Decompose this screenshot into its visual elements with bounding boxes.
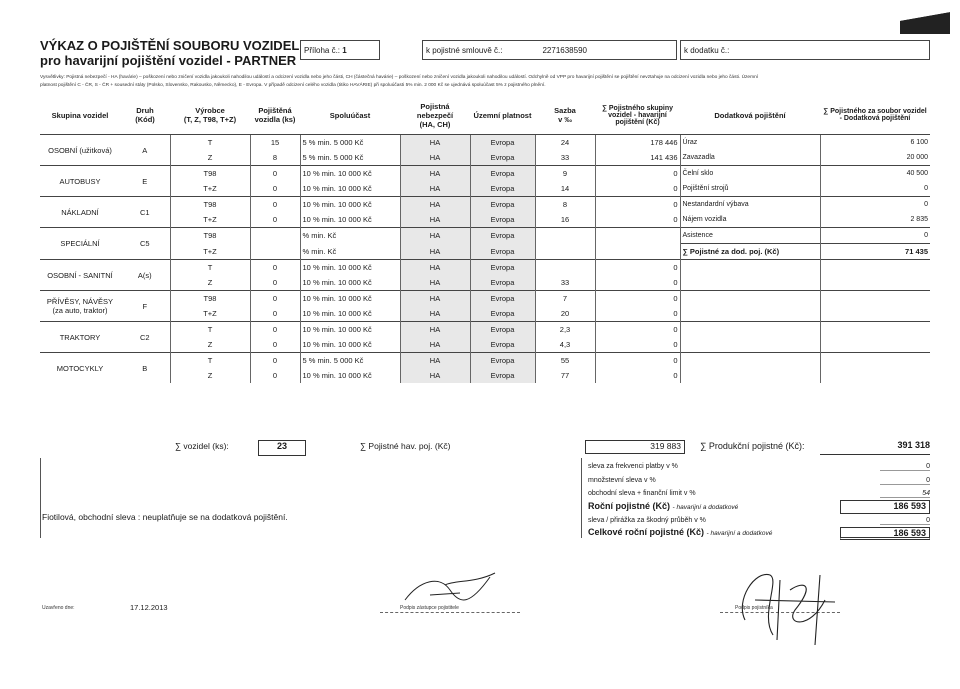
row-vyrobce: Z (170, 150, 250, 166)
row-sazba: 33 (535, 275, 595, 291)
dod-total-label: ∑ Pojistné za dod. poj. (Kč) (680, 244, 820, 260)
dod-value: 0 (820, 197, 930, 213)
row-uzemi: Evropa (470, 337, 535, 353)
row-uzemi: Evropa (470, 260, 535, 276)
spol-kc: Kč (354, 153, 364, 162)
rocni-value: 186 593 (840, 500, 930, 514)
dod-label: Nestandardní výbava (680, 197, 820, 213)
row-sazba: 7 (535, 291, 595, 307)
dod-value: 40 500 (820, 166, 930, 182)
table-row (40, 275, 930, 291)
dod-empty (820, 353, 930, 369)
row-druh: C5 (120, 228, 170, 260)
row-spoluucast (300, 244, 400, 260)
row-sazba: 14 (535, 181, 595, 197)
row-ks: 0 (250, 166, 300, 182)
row-uzemi: Evropa (470, 306, 535, 322)
table-row (40, 181, 930, 197)
dod-empty (820, 322, 930, 338)
row-ks: 0 (250, 260, 300, 276)
dodatek-box (680, 40, 930, 60)
col-skupina: Skupina vozidel (40, 96, 120, 135)
spol-unit: % min. (312, 371, 336, 380)
col-druh: Druh (Kód) (120, 96, 170, 135)
sleva-frekv-label: sleva za frekvenci platby v % (588, 463, 678, 470)
row-pojistne: 0 (595, 260, 680, 276)
row-uzemi: Evropa (470, 368, 535, 383)
spol-min: 10 000 (337, 278, 361, 287)
row-sazba: 9 (535, 166, 595, 182)
row-uzemi: Evropa (470, 197, 535, 213)
prirazka-value: 0 (880, 517, 930, 525)
row-skupina: AUTOBUSY (40, 166, 120, 197)
row-skupina: SPECIÁLNÍ (40, 228, 120, 260)
row-spoluucast (300, 275, 400, 291)
row-druh: B (120, 353, 170, 384)
produkcni-value: 391 318 (820, 440, 930, 455)
row-vyrobce: T98 (170, 166, 250, 182)
row-skupina: TRAKTORY (40, 322, 120, 353)
spol-pct: 10 (302, 309, 311, 318)
row-ks: 15 (250, 135, 300, 151)
obchodni-label: obchodní sleva + finanční limit v % (588, 490, 696, 497)
spol-unit: % min. (312, 309, 336, 318)
row-spoluucast (300, 291, 400, 307)
row-ha: HA (400, 337, 470, 353)
row-sazba (535, 260, 595, 276)
table-row (40, 306, 930, 322)
row-ks: 0 (250, 275, 300, 291)
dod-empty (680, 306, 820, 322)
row-spoluucast (300, 166, 400, 182)
spol-pct: 10 (302, 200, 311, 209)
sleva-frekv-value: 0 (880, 463, 930, 471)
row-ha: HA (400, 135, 470, 151)
row-pojistne: 0 (595, 306, 680, 322)
row-ks: 0 (250, 212, 300, 228)
spol-pct: 10 (302, 294, 311, 303)
spol-unit: % min. (312, 184, 336, 193)
priloha-box (300, 40, 380, 60)
row-sazba: 8 (535, 197, 595, 213)
row-ks: 0 (250, 337, 300, 353)
spol-kc: Kč (363, 309, 372, 318)
dod-empty (820, 306, 930, 322)
dod-empty (820, 291, 930, 307)
spol-kc: Kč (363, 263, 372, 272)
row-vyrobce: T (170, 260, 250, 276)
spol-pct: 10 (302, 184, 311, 193)
row-sazba: 20 (535, 306, 595, 322)
spol-min: 5 000 (333, 356, 353, 365)
spol-unit: % min. (308, 138, 332, 147)
row-pojistne: 0 (595, 166, 680, 182)
row-uzemi: Evropa (470, 275, 535, 291)
row-vyrobce: T+Z (170, 244, 250, 260)
row-vyrobce: T98 (170, 291, 250, 307)
row-pojistne: 141 436 (595, 150, 680, 166)
dod-empty (680, 291, 820, 307)
row-sazba: 33 (535, 150, 595, 166)
spol-pct: 10 (302, 169, 311, 178)
dod-empty (820, 368, 930, 383)
table-row (40, 244, 930, 260)
report-subtitle: pro havarijní pojištění vozidel - PARTNER (40, 53, 297, 68)
spol-kc: Kč (363, 371, 372, 380)
row-pojistne (595, 244, 680, 260)
dod-label: Asistence (680, 228, 820, 244)
spol-min: 10 000 (337, 325, 361, 334)
row-spoluucast (300, 368, 400, 383)
row-sazba: 4,3 (535, 337, 595, 353)
smlouva-label: k pojistné smlouvě č.: (426, 45, 503, 55)
row-spoluucast (300, 228, 400, 244)
table-row (40, 368, 930, 383)
dod-empty (680, 368, 820, 383)
row-skupina: MOTOCYKLY (40, 353, 120, 384)
row-vyrobce: Z (170, 337, 250, 353)
dod-empty (680, 260, 820, 276)
row-uzemi: Evropa (470, 244, 535, 260)
note-area (40, 458, 582, 538)
row-uzemi: Evropa (470, 212, 535, 228)
row-pojistne: 0 (595, 368, 680, 383)
row-vyrobce: Z (170, 275, 250, 291)
obchodni-value: 54 (880, 490, 930, 498)
dod-empty (820, 275, 930, 291)
spol-kc: Kč (363, 294, 372, 303)
row-ha: HA (400, 353, 470, 369)
spol-min: 10 000 (337, 294, 361, 303)
spol-min: 10 000 (337, 200, 361, 209)
row-sazba (535, 228, 595, 244)
dod-value: 2 835 (820, 212, 930, 228)
spol-unit: % min. (312, 215, 336, 224)
row-pojistne: 0 (595, 197, 680, 213)
row-sazba: 24 (535, 135, 595, 151)
spol-kc: Kč (354, 138, 364, 147)
col-pojistne-soubor: ∑ Pojistného za soubor vozidel - Dodatková pojištění (820, 96, 930, 135)
podpis-pojistnika: Podpis pojistníka (735, 605, 773, 611)
row-vyrobce: T+Z (170, 212, 250, 228)
insurer-signature (400, 565, 510, 615)
row-vyrobce: T (170, 135, 250, 151)
row-uzemi: Evropa (470, 291, 535, 307)
row-druh: E (120, 166, 170, 197)
row-sazba (535, 244, 595, 260)
hav-value: 319 883 (585, 440, 685, 454)
dod-total-value: 71 435 (820, 244, 930, 260)
spol-unit: % min. (302, 231, 326, 241)
row-vyrobce: Z (170, 368, 250, 383)
row-sazba: 16 (535, 212, 595, 228)
dod-empty (680, 337, 820, 353)
explanations-line1: Vysvětlivky: Pojistná nebezpečí - HA (havárie) – poškození nebo zničení vozidla jakoukoli nahodilou událostí a odcizení vozidla nebo jeho části, CH (částečná havárie) – poškození nebo zničení vozidla jakoukoli nahodilou událostí. Odchylně od VPP pro havarijní pojištění se pojištění nevztahuje na odcizení vozidla nebo jeho části. Územní (40, 75, 759, 80)
row-spoluucast (300, 306, 400, 322)
row-druh: A(s) (120, 260, 170, 291)
vozidel-value: 23 (258, 440, 306, 456)
table-row (40, 260, 930, 276)
prirazka-label: sleva / přirážka za škodný průběh v % (588, 517, 706, 524)
row-ha: HA (400, 166, 470, 182)
row-spoluucast (300, 135, 400, 151)
row-spoluucast (300, 260, 400, 276)
report-title: VÝKAZ O POJIŠTĚNÍ SOUBORU VOZIDEL (40, 38, 300, 53)
mnozstevni-label: množstevní sleva v % (588, 477, 656, 484)
uzavreno-label: Uzavřeno dne: (42, 605, 75, 611)
row-ha: HA (400, 306, 470, 322)
row-pojistne (595, 228, 680, 244)
row-druh: C1 (120, 197, 170, 228)
spol-pct: 5 (302, 153, 307, 162)
spol-min: 5 000 (333, 153, 353, 162)
row-skupina: PŘÍVĚSY, NÁVĚSY (za auto, traktor) (40, 291, 120, 322)
scan-corner-mark (900, 6, 950, 34)
spol-min: 10 000 (337, 340, 361, 349)
spol-min: 10 000 (337, 309, 361, 318)
holder-signature (725, 560, 845, 650)
dod-label: Zavazadla (680, 150, 820, 166)
row-spoluucast (300, 197, 400, 213)
row-ks: 0 (250, 291, 300, 307)
col-spoluucast: Spoluúčast (300, 96, 400, 135)
row-ha: HA (400, 275, 470, 291)
spol-kc: Kč (363, 278, 372, 287)
dod-label: Čelní sklo (680, 166, 820, 182)
dod-label: Pojištění strojů (680, 181, 820, 197)
row-spoluucast (300, 337, 400, 353)
rocni-label: Roční pojistné (Kč) - havarijní a dodatkové (588, 501, 739, 511)
table-row (40, 197, 930, 213)
row-ks: 0 (250, 322, 300, 338)
dod-value: 0 (820, 228, 930, 244)
spol-pct: 10 (302, 371, 311, 380)
spol-pct: 10 (302, 263, 311, 272)
priloha-label: Příloha č.: (304, 45, 341, 55)
smlouva-box (422, 40, 677, 60)
row-vyrobce: T+Z (170, 181, 250, 197)
row-ha: HA (400, 228, 470, 244)
note-text: Fiotilová, obchodní sleva : neuplatňuje se na dodatková pojištění. (42, 512, 288, 522)
vozidel-label: ∑ vozidel (ks): (175, 441, 229, 451)
row-ks: 0 (250, 353, 300, 369)
celkove-value: 186 593 (840, 527, 930, 540)
col-pojistne-skup: ∑ Pojistného skupiny vozidel - havarijní pojištění (Kč) (595, 96, 680, 135)
row-uzemi: Evropa (470, 135, 535, 151)
row-sazba: 77 (535, 368, 595, 383)
produkcni-label: ∑ Produkční pojistné (Kč): (700, 441, 805, 451)
spol-min: 10 000 (337, 169, 361, 178)
col-dodatkova: Dodatková pojištění (680, 96, 820, 135)
row-pojistne: 0 (595, 212, 680, 228)
row-spoluucast (300, 150, 400, 166)
row-ks (250, 228, 300, 244)
spol-pct: 10 (302, 340, 311, 349)
spol-kc: Kč (327, 246, 337, 256)
spol-min: 10 000 (337, 184, 361, 193)
spol-unit: % min. (312, 278, 336, 287)
vehicle-table (40, 96, 930, 383)
row-uzemi: Evropa (470, 228, 535, 244)
row-pojistne: 178 446 (595, 135, 680, 151)
col-nebezpeci: Pojistná nebezpečí (HA, CH) (400, 96, 470, 135)
spol-unit: % min. (312, 169, 336, 178)
dod-label: Úraz (680, 135, 820, 151)
spol-kc: Kč (363, 184, 372, 193)
row-uzemi: Evropa (470, 353, 535, 369)
row-ha: HA (400, 322, 470, 338)
row-skupina: OSOBNÍ - SANITNÍ (40, 260, 120, 291)
celkove-sub: - havarijní a dodatkové (706, 530, 773, 537)
row-druh: F (120, 291, 170, 322)
row-vyrobce: T (170, 353, 250, 369)
col-pojistena: Pojištěná vozidla (ks) (250, 96, 300, 135)
explanations (40, 74, 930, 90)
row-ks (250, 244, 300, 260)
row-spoluucast (300, 181, 400, 197)
dod-empty (820, 260, 930, 276)
dod-value: 6 100 (820, 135, 930, 151)
row-ha: HA (400, 368, 470, 383)
spol-min: 10 000 (337, 371, 361, 380)
dod-empty (680, 353, 820, 369)
table-row (40, 322, 930, 338)
table-row (40, 337, 930, 353)
spol-kc: Kč (354, 356, 364, 365)
explanations-line2: platnost pojištění C - ČR, S - ČR + sousední státy (Polsko, Slovensko, Rakousko, Německo), E - Evropa. V případě odcizení celého vozidla (titiko HAVÁRIE) při spoluúčasti 5% min. 2 000 Kč se ujednává spoluúčast 5% z pojistného plnění. (40, 83, 546, 88)
podpis-zastupce: Podpis zástupce pojistitele (400, 605, 459, 611)
spol-pct: 5 (302, 138, 307, 147)
row-vyrobce: T (170, 322, 250, 338)
table-row (40, 353, 930, 369)
spol-unit: % min. (308, 153, 332, 162)
col-sazba: Sazba v ‰ (535, 96, 595, 135)
row-sazba: 55 (535, 353, 595, 369)
row-ha: HA (400, 150, 470, 166)
spol-min: 5 000 (333, 138, 353, 147)
row-skupina: OSOBNÍ (užitková) (40, 135, 120, 166)
spol-unit: % min. (312, 294, 336, 303)
row-vyrobce: T+Z (170, 306, 250, 322)
spol-unit: % min. (312, 325, 336, 334)
spol-pct: 10 (302, 325, 311, 334)
rocni-sub: - havarijní a dodatkové (672, 504, 739, 511)
row-uzemi: Evropa (470, 322, 535, 338)
row-ks: 8 (250, 150, 300, 166)
spol-pct: 10 (302, 278, 311, 287)
col-vyrobce: Výrobce (T, Z, T98, T+Z) (170, 96, 250, 135)
spol-kc: Kč (327, 231, 337, 241)
dod-empty (820, 337, 930, 353)
row-spoluucast (300, 212, 400, 228)
row-uzemi: Evropa (470, 181, 535, 197)
celkove-label: Celkové roční pojistné (Kč) - havarijní a dodatkové (588, 527, 773, 537)
table-header (40, 96, 930, 135)
dod-label: Nájem vozidla (680, 212, 820, 228)
spol-unit: % min. (312, 263, 336, 272)
spol-pct: 5 (302, 356, 307, 365)
row-pojistne: 0 (595, 337, 680, 353)
spol-min: 10 000 (337, 215, 361, 224)
spol-kc: Kč (363, 340, 372, 349)
table-row (40, 291, 930, 307)
row-ks: 0 (250, 368, 300, 383)
row-pojistne: 0 (595, 353, 680, 369)
table-row (40, 228, 930, 244)
mnozstevni-value: 0 (880, 477, 930, 485)
priloha-value: 1 (342, 45, 347, 55)
row-ks: 0 (250, 306, 300, 322)
row-pojistne: 0 (595, 181, 680, 197)
table-row (40, 135, 930, 151)
dodatek-label: k dodatku č.: (684, 45, 730, 55)
row-vyrobce: T98 (170, 228, 250, 244)
table-row (40, 150, 930, 166)
row-druh: C2 (120, 322, 170, 353)
row-ha: HA (400, 181, 470, 197)
spol-unit: % min. (302, 246, 326, 256)
spol-kc: Kč (363, 325, 372, 334)
dod-value: 20 000 (820, 150, 930, 166)
dod-value: 0 (820, 181, 930, 197)
uzavreno-value: 17.12.2013 (130, 603, 168, 612)
spol-unit: % min. (312, 340, 336, 349)
row-sazba: 2,3 (535, 322, 595, 338)
row-ks: 0 (250, 197, 300, 213)
row-ha: HA (400, 260, 470, 276)
row-ha: HA (400, 291, 470, 307)
table-row (40, 212, 930, 228)
row-druh: A (120, 135, 170, 166)
row-pojistne: 0 (595, 322, 680, 338)
row-spoluucast (300, 353, 400, 369)
spol-kc: Kč (363, 215, 372, 224)
row-ha: HA (400, 212, 470, 228)
hav-label: ∑ Pojistné hav. poj. (Kč) (360, 441, 451, 451)
spol-kc: Kč (363, 169, 372, 178)
row-spoluucast (300, 322, 400, 338)
spol-kc: Kč (363, 200, 372, 209)
row-ha: HA (400, 197, 470, 213)
dod-empty (680, 322, 820, 338)
dod-empty (680, 275, 820, 291)
row-vyrobce: T98 (170, 197, 250, 213)
row-pojistne: 0 (595, 275, 680, 291)
row-uzemi: Evropa (470, 166, 535, 182)
spol-min: 10 000 (337, 263, 361, 272)
row-ks: 0 (250, 181, 300, 197)
spol-unit: % min. (312, 200, 336, 209)
col-uzemni: Územní platnost (470, 96, 535, 135)
spol-unit: % min. (308, 356, 332, 365)
row-uzemi: Evropa (470, 150, 535, 166)
spol-pct: 10 (302, 215, 311, 224)
table-row (40, 166, 930, 182)
row-pojistne: 0 (595, 291, 680, 307)
smlouva-value: 2271638590 (542, 45, 587, 55)
row-skupina: NÁKLADNÍ (40, 197, 120, 228)
row-ha: HA (400, 244, 470, 260)
